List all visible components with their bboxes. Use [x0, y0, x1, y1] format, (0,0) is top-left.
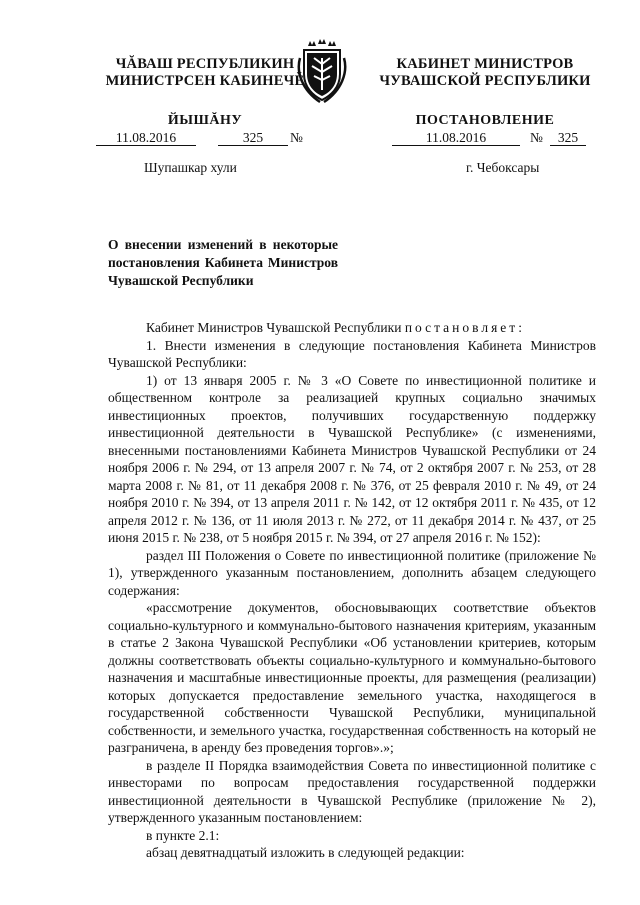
header-right-title: ПОСТАНОВЛЕНИЕ [415, 113, 555, 128]
intro-prefix: Кабинет Министров Чувашской Республики [146, 320, 405, 335]
document-subject: О внесении изменений в некоторые постановления Кабинета Министров Чувашской Республики [108, 237, 338, 288]
document-body [108, 319, 596, 862]
header-left-block [90, 56, 320, 129]
intro-paragraph [108, 319, 596, 337]
paragraph-2: 1) от 13 января 2005 г. № 3 «О Совете по инвестиционной политике и общественном контроле за реализацией крупных социально значимых инвестиционных проектов, получивших государственную поддержку инвестиционной деятельности в Чувашской Республике» (с изменениями, внесенными постановлениями Кабинета Министров Чувашской Республики от 24 ноября 2006 г. № 294, от 13 апреля 2007 г. № 74, от 2 октября 2007 г. № 253, от 28 марта 2008 г. № 81, от 11 декабря 2008 г. № 376, от 25 февраля 2010 г. № 49, от 24 ноября 2010 г. № 394, от 13 апреля 2011 г. № 142, от 12 октября 2011 г. № 435, от 12 апреля 2012 г. № 136, от 11 июля 2013 г. № 272, от 11 декабря 2014 г. № 437, от 25 июня 2015 г. № 238, от 5 ноября 2015 г. № 394, от 27 апреля 2016 г. № 152): [108, 372, 596, 545]
number-sign-left: № [290, 130, 303, 145]
header-right-line2: ЧУВАШСКОЙ РЕСПУБЛИКИ [379, 73, 591, 89]
header-left-line2: МИНИСТРСЕН КАБИНЕЧĚ [105, 73, 305, 89]
header-left-line1: ЧĂВАШ РЕСПУБЛИКИН [115, 56, 295, 72]
chuvash-coat-of-arms-icon [296, 38, 348, 104]
place-left: Шупашкар хули [144, 160, 237, 175]
header-right-block [370, 56, 600, 129]
header-left-title: ЙЫШĂНУ [167, 113, 243, 128]
paragraph-7: абзац девятнадцатый изложить в следующей редакции: [146, 845, 465, 860]
date-left: 11.08.2016 [96, 130, 196, 146]
number-right: 325 [550, 130, 586, 146]
intro-suffix: : [518, 320, 522, 335]
header-right-line1: КАБИНЕТ МИНИСТРОВ [396, 56, 574, 72]
paragraph-3: раздел III Положения о Совете по инвестиционной политике (приложение № 1), утвержденного указанным постановлением, дополнить абзацем следующего содержания: [108, 547, 596, 598]
date-number-right [392, 130, 592, 146]
number-left: 325 [218, 130, 288, 146]
paragraph-4: «рассмотрение документов, обосновывающих соответствие объектов социально-культурного и коммунально-бытового назначения критериям, указанным в статье 2 Закона Чувашской Республики «Об установлении критериев, которым должны соответствовать объекты социально-культурного и коммунально-бытового назначения и масштабные инвестиционные проекты, для размещения (реализации) которых допускается предоставление земельного участка, находящегося в государственной собственности Чувашской Республики, муниципальной собственности, и земельного участка, государственная собственность на который не разграничена, в аренду без проведения торгов».»; [108, 600, 596, 755]
number-sign-right: № [530, 130, 543, 145]
date-number-left [96, 130, 326, 146]
intro-spaced: постановляет [404, 320, 519, 335]
paragraph-5: в разделе II Порядка взаимодействия Совета по инвестиционной политике с инвесторами по вопросам предоставления государственной поддержки инвестиционной деятельности в Чувашской Республике (приложение № 2), утвержденного указанным постановлением: [108, 757, 596, 825]
paragraph-1: 1. Внести изменения в следующие постановления Кабинета Министров Чувашской Республики: [108, 337, 596, 370]
place-right: г. Чебоксары [466, 160, 540, 175]
paragraph-6: в пункте 2.1: [146, 827, 220, 843]
date-right: 11.08.2016 [392, 130, 520, 146]
